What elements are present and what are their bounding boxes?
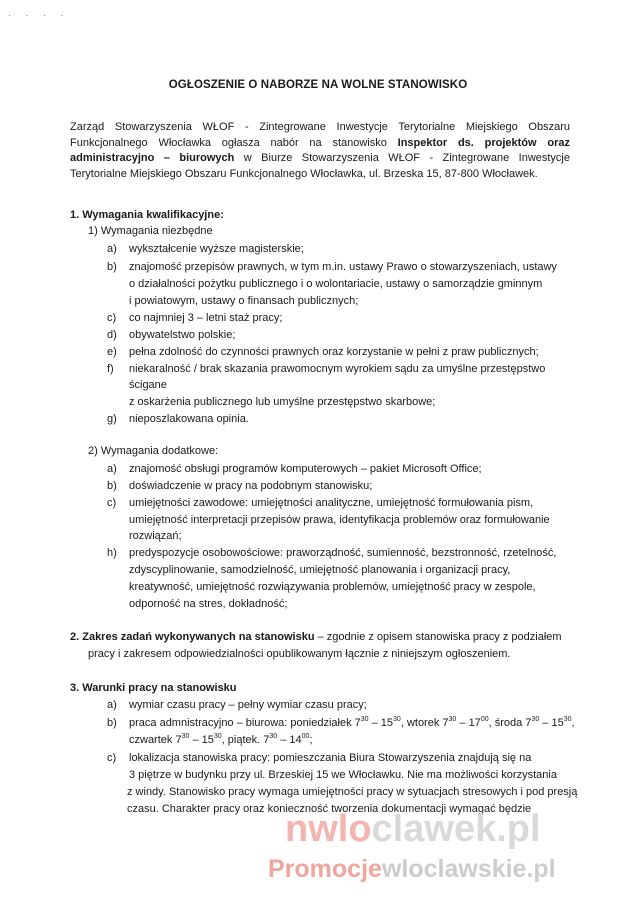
list-item: f) niekaralność / brak skazania prawomocnym wyrokiem sądu za umyślne przestępstwo (107, 363, 546, 375)
list-item-continuation: i powiatowym, ustawy o finansach publicznych; (129, 295, 359, 307)
section-3-heading: 3. Warunki pracy na stanowisku (70, 682, 237, 694)
list-item: c) co najmniej 3 – letni staż pracy; (107, 312, 283, 324)
list-item: b) znajomość przepisów prawnych, w tym m.in. ustawy Prawo o stowarzyszeniach, ustawy (107, 261, 557, 273)
list-item-continuation: czasu. Charakter pracy oraz konieczność tworzenia dokumentacji wymagać będzie (127, 803, 532, 815)
list-item-continuation: ścigane (129, 379, 167, 391)
page-title: OGŁOSZENIE O NABORZE NA WOLNE STANOWISKO (168, 79, 468, 91)
list-item-continuation: z windy. Stanowisko pracy wymaga umiejętności pracy w sytuacjach stresowych i pod presją (127, 786, 578, 798)
list-item-continuation: odporność na stres, dokładność; (129, 598, 288, 610)
list-item: a) wymiar czasu pracy – pełny wymiar czasu pracy; (107, 699, 367, 711)
list-item: c) lokalizacja stanowiska pracy: pomieszczania Biura Stowarzyszenia znajdują się na (107, 752, 532, 764)
list-item-continuation: czwartek $7^{30} - 15^{30}$, piątek. $7^{30} - 14^{00}$; (129, 733, 313, 746)
list-item-continuation: rozwiązań; (129, 530, 182, 542)
list-item-continuation: o działalności pożytku publicznego i o wolontariacie, ustawy o samorządzie gminnym (129, 278, 543, 290)
section-1-heading: 1. Wymagania kwalifikacyjne: (70, 209, 224, 221)
list-item-continuation: zdyscyplinowanie, samodzielność, umiejętność planowania i organizacji pracy, (129, 564, 511, 576)
watermark-promocje: Promocjewloclawskie.pl (268, 855, 556, 883)
list-item: e) pełna zdolność do czynności prawnych oraz korzystanie w pełni z praw publicznych; (107, 346, 539, 358)
list-item: a) znajomość obsługi programów komputerowych – pakiet Microsoft Office; (107, 463, 482, 475)
list-item: h) predyspozycje osobowościowe: praworządność, sumienność, bezstronność, rzetelność, (107, 547, 557, 559)
list-item: b) doświadczenie w pracy na podobnym stanowisku; (107, 480, 373, 492)
list-item-continuation: 3 piętrze w budynku przy ul. Brzeskiej 15 we Włocławku. Nie ma możliwości korzystania (129, 769, 557, 781)
list-item: a) wykształcenie wyższe magisterskie; (107, 243, 304, 255)
list-item-continuation: z oskarżenia publicznego lub umyślne przestępstwo skarbowe; (129, 396, 436, 408)
list-item-continuation: kreatywność, umiejętność rozwiązywania problemów, umiejętność pracy w zespole, (129, 581, 536, 593)
watermark-nwloclawek: nwloclawek.pl (285, 808, 541, 850)
section-2-heading: 2. Zakres zadań wykonywanych na stanowisku – zgodnie z opisem stanowiska pracy z podziałem (70, 631, 562, 643)
intro-paragraph: Zarząd Stowarzyszenia WŁOF - Zintegrowane Inwestycje Terytorialne Miejskiego Obszaru Funkcjonalnego Włocławka ogłasza nabór na stanowisko Inspektor ds. projektów oraz administracyjno – biurowych w Biurze Stowarzyszenia WŁOF - Zintegrowane Inwestycje Terytorialne Miejskiego Obszaru Funkcjonalnego Włocławka, ul. Brzeska 15, 87-800 Włocławek. (70, 121, 570, 180)
list-item-continuation: umiejętność interpretacji przepisów prawa, identyfikacja problemów oraz formułowanie (129, 514, 550, 526)
list-item: b) praca admnistracyjno – biurowa: poniedziałek $7^{30} - 15^{30}$, wtorek $7^{30} - 17^{00}$, środa $7^{30} - 15^{30}$, (107, 716, 575, 729)
list-item: g) nieposzlakowana opinia. (107, 413, 249, 425)
subsection-additional: 2) Wymagania dodatkowe: (88, 445, 219, 457)
subsection-required: 1) Wymagania niezbędne (88, 225, 213, 237)
position-name: Inspektor ds. projektów oraz administracyjno – biurowych (70, 136, 570, 164)
list-item: d) obywatelstwo polskie; (107, 329, 236, 341)
section-2-text: pracy i zakresem odpowiedzialności opublikowanym łącznie z niniejszym ogłoszeniem. (88, 648, 511, 660)
list-item: c) umiejętności zawodowe: umiejętności analityczne, umiejętność formułowania pism, (107, 497, 534, 509)
scan-artifacts: · · · · (8, 10, 70, 20)
